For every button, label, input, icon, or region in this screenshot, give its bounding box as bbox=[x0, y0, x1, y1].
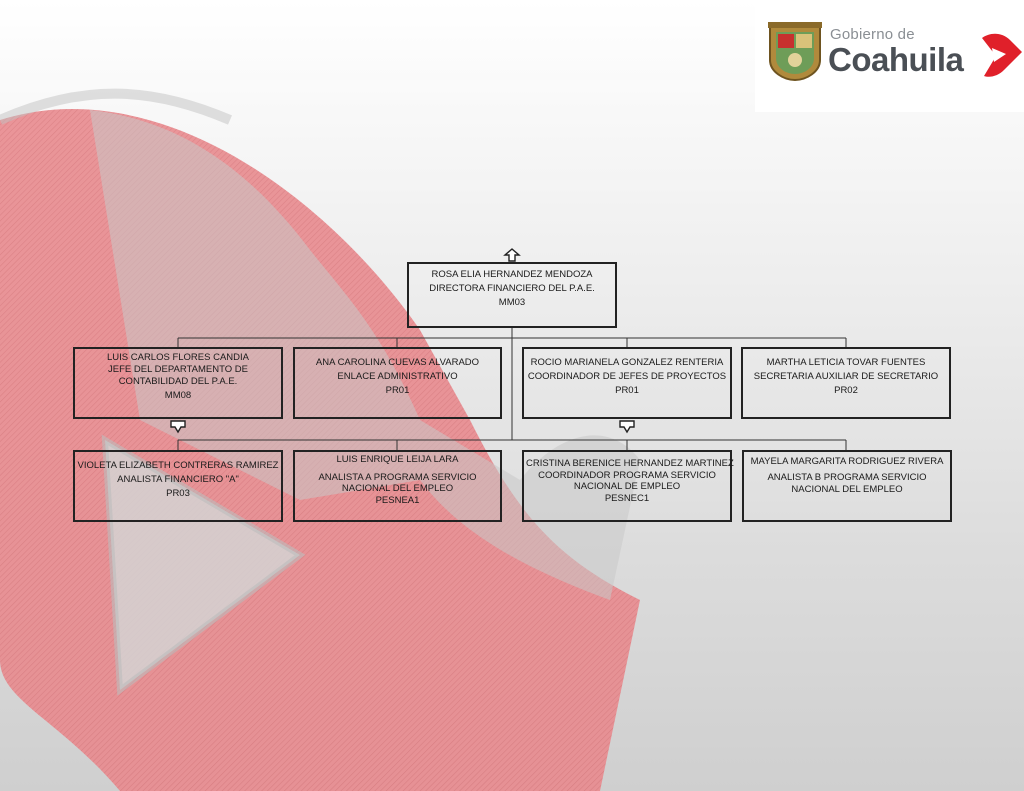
node-name: ROSA ELIA HERNANDEZ MENDOZA bbox=[431, 269, 593, 280]
collapse-up-icon[interactable] bbox=[503, 248, 521, 262]
node-code: PR02 bbox=[834, 385, 858, 396]
node-name: CRISTINA BERENICE HERNANDEZ MARTINEZ bbox=[526, 458, 734, 469]
director-node[interactable] bbox=[407, 262, 617, 328]
node-role: SECRETARIA AUXILIAR DE SECRETARIO bbox=[753, 371, 939, 382]
logo-small-text: Gobierno de bbox=[830, 26, 915, 43]
node-name: LUIS CARLOS FLORES CANDIA bbox=[106, 352, 249, 363]
expand-down-icon[interactable] bbox=[619, 420, 635, 434]
staff-node-coordinador-programa[interactable] bbox=[522, 450, 732, 522]
node-role: COORDINADOR PROGRAMA SERVICIO NACIONAL DE EMPLEO bbox=[538, 470, 716, 492]
staff-node-contabilidad[interactable] bbox=[73, 347, 283, 419]
node-code: PR01 bbox=[385, 385, 410, 396]
node-code: PESNEC1 bbox=[604, 493, 650, 504]
node-role: ANALISTA B PROGRAMA SERVICIO NACIONAL DEL EMPLEO bbox=[767, 472, 927, 495]
logo-brand-text: Coahuila bbox=[828, 41, 964, 78]
node-name: ROCIO MARIANELA GONZALEZ RENTERIA bbox=[530, 357, 724, 368]
staff-node-secretaria[interactable] bbox=[741, 347, 951, 419]
staff-node-coordinador-proyectos[interactable] bbox=[522, 347, 732, 419]
node-code: MM03 bbox=[498, 297, 526, 308]
expand-down-icon[interactable] bbox=[170, 420, 186, 434]
node-role: ANALISTA A PROGRAMA SERVICIO NACIONAL DEL EMPLEO bbox=[318, 472, 477, 494]
node-name: MAYELA MARGARITA RODRIGUEZ RIVERA bbox=[750, 456, 944, 467]
node-code: MM08 bbox=[164, 390, 192, 401]
node-role: ENLACE ADMINISTRATIVO bbox=[337, 371, 458, 382]
node-role: DIRECTORA FINANCIERO DEL P.A.E. bbox=[429, 283, 595, 294]
node-role: COORDINADOR DE JEFES DE PROYECTOS bbox=[527, 371, 727, 382]
staff-node-enlace[interactable] bbox=[293, 347, 502, 419]
node-name: ANA CAROLINA CUEVAS ALVARADO bbox=[315, 357, 480, 368]
node-code: PESNEA1 bbox=[375, 495, 420, 506]
node-role: ANALISTA FINANCIERO "A" bbox=[117, 474, 239, 485]
node-code: PR03 bbox=[166, 488, 190, 499]
node-code: PR01 bbox=[615, 385, 639, 396]
node-name: MARTHA LETICIA TOVAR FUENTES bbox=[766, 357, 926, 368]
staff-node-analista-b[interactable] bbox=[742, 450, 952, 522]
staff-node-analista-a[interactable] bbox=[293, 450, 502, 522]
node-role: JEFE DEL DEPARTAMENTO DE CONTABILIDAD DEL P.A.E. bbox=[108, 364, 248, 387]
staff-node-analista-financiero[interactable] bbox=[73, 450, 283, 522]
node-name: VIOLETA ELIZABETH CONTRERAS RAMIREZ bbox=[77, 460, 279, 471]
node-name: LUIS ENRIQUE LEIJA LARA bbox=[336, 454, 459, 465]
